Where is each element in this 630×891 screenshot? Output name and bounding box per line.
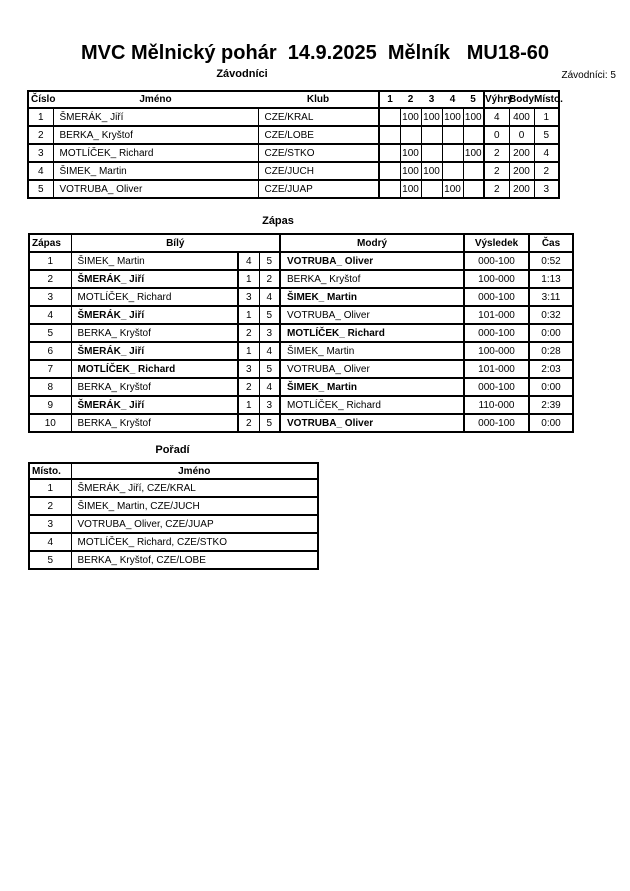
blue-name-cell: VOTRUBA_ Oliver [280,306,464,324]
blue-name-cell: ŠIMEK_ Martin [280,288,464,306]
blue-number-cell: 4 [259,378,280,396]
round-score-cell [379,144,400,162]
rank-name-cell: ŠMERÁK_ Jiří, CZE/KRAL [71,479,318,497]
ranking-table [28,462,319,570]
rank-name-cell: ŠIMEK_ Martin, CZE/JUCH [71,497,318,515]
round-score-cell: 100 [400,144,421,162]
ranking-row [29,533,318,551]
round-score-cell: 100 [463,108,484,126]
white-number-cell: 1 [238,396,259,414]
time-cell: 2:39 [529,396,573,414]
time-column-header: Čas [529,234,573,252]
competitors-heading: Závodníci [216,68,268,80]
rank-place-cell: 3 [29,515,71,533]
result-cell: 000-100 [464,378,529,396]
round-score-cell [421,126,442,144]
rank-place-cell: 4 [29,533,71,551]
competitor-club-cell: CZE/LOBE [258,126,379,144]
result-cell: 000-100 [464,288,529,306]
wins-cell: 2 [484,180,509,198]
match-number-cell: 6 [29,342,71,360]
competitor-number-cell: 5 [28,180,53,198]
ranking-header-row [29,463,318,479]
result-cell: 110-000 [464,396,529,414]
result-column-header: Výsledek [464,234,529,252]
points-cell: 400 [509,108,534,126]
blue-name-cell: VOTRUBA_ Oliver [280,252,464,270]
white-name-cell: MOTLÍČEK_ Richard [71,360,238,378]
match-row [29,324,573,342]
rank-name-cell: BERKA_ Kryštof, CZE/LOBE [71,551,318,569]
match-row [29,414,573,432]
competitor-name-cell: BERKA_ Kryštof [53,126,258,144]
time-cell: 0:28 [529,342,573,360]
competitor-name-cell: ŠIMEK_ Martin [53,162,258,180]
competitor-row [28,126,559,144]
match-row [29,342,573,360]
white-number-cell: 1 [238,270,259,288]
match-number-cell: 7 [29,360,71,378]
points-column-header: Body [509,91,534,108]
competitor-name-cell: VOTRUBA_ Oliver [53,180,258,198]
white-number-cell: 2 [238,414,259,432]
round-score-cell: 100 [400,108,421,126]
result-cell: 100-000 [464,342,529,360]
time-cell: 1:13 [529,270,573,288]
wins-cell: 2 [484,162,509,180]
blue-name-cell: VOTRUBA_ Oliver [280,414,464,432]
competitor-club-cell: CZE/JUCH [258,162,379,180]
white-number-cell: 3 [238,288,259,306]
competitor-row [28,162,559,180]
place-cell: 4 [534,144,559,162]
round-score-cell [421,180,442,198]
white-name-cell: ŠMERÁK_ Jiří [71,396,238,414]
blue-column-header: Modrý [280,234,464,252]
round-column-header: 4 [442,91,463,108]
rank-place-cell: 5 [29,551,71,569]
white-name-cell: BERKA_ Kryštof [71,378,238,396]
competitor-row [28,144,559,162]
blue-name-cell: VOTRUBA_ Oliver [280,360,464,378]
time-cell: 0:52 [529,252,573,270]
blue-number-cell: 4 [259,342,280,360]
white-name-cell: ŠMERÁK_ Jiří [71,306,238,324]
wins-column-header: Výhry [484,91,509,108]
match-number-cell: 10 [29,414,71,432]
matches-header-row [29,234,573,252]
competitor-club-cell: CZE/STKO [258,144,379,162]
round-column-header: 5 [463,91,484,108]
match-row [29,378,573,396]
ranking-heading: Pořadí [155,444,190,456]
blue-name-cell: MOTLÍČEK_ Richard [280,396,464,414]
competitors-header-row [28,91,559,108]
round-column-header: 2 [400,91,421,108]
round-column-header: 3 [421,91,442,108]
white-number-cell: 1 [238,306,259,324]
white-name-cell: BERKA_ Kryštof [71,324,238,342]
round-column-header: 1 [379,91,400,108]
white-number-cell: 1 [238,342,259,360]
match-row [29,288,573,306]
blue-name-cell: ŠIMEK_ Martin [280,378,464,396]
match-number-cell: 3 [29,288,71,306]
round-score-cell [463,126,484,144]
white-name-cell: ŠMERÁK_ Jiří [71,342,238,360]
result-cell: 100-000 [464,270,529,288]
match-number-cell: 9 [29,396,71,414]
match-row [29,306,573,324]
round-score-cell [442,126,463,144]
ranking-row [29,479,318,497]
round-score-cell [442,162,463,180]
round-score-cell [400,126,421,144]
result-cell: 000-100 [464,252,529,270]
points-cell: 200 [509,180,534,198]
place-cell: 2 [534,162,559,180]
ranking-row [29,515,318,533]
round-score-cell [379,180,400,198]
competitor-number-cell: 4 [28,162,53,180]
match-row [29,396,573,414]
white-name-cell: ŠIMEK_ Martin [71,252,238,270]
white-name-cell: BERKA_ Kryštof [71,414,238,432]
place-column-header: Místo. [534,91,559,108]
matches-table [28,233,574,433]
round-score-cell: 100 [400,162,421,180]
place-cell: 1 [534,108,559,126]
time-cell: 0:00 [529,324,573,342]
rank-name-cell: MOTLÍČEK_ Richard, CZE/STKO [71,533,318,551]
white-number-cell: 2 [238,324,259,342]
result-cell: 000-100 [464,324,529,342]
round-score-cell: 100 [442,108,463,126]
round-score-cell: 100 [400,180,421,198]
round-score-cell [463,180,484,198]
points-cell: 200 [509,144,534,162]
result-cell: 000-100 [464,414,529,432]
white-name-cell: ŠMERÁK_ Jiří [71,270,238,288]
blue-name-cell: BERKA_ Kryštof [280,270,464,288]
blue-number-cell: 3 [259,324,280,342]
round-score-cell [442,144,463,162]
competitor-name-cell: ŠMERÁK_ Jiří [53,108,258,126]
matches-heading: Zápas [262,215,294,227]
white-column-header: Bílý [71,234,280,252]
rank-name-cell: VOTRUBA_ Oliver, CZE/JUAP [71,515,318,533]
time-cell: 3:11 [529,288,573,306]
white-number-cell: 4 [238,252,259,270]
match-column-header: Zápas [29,234,71,252]
name-column-header: Jméno [53,91,258,108]
wins-cell: 2 [484,144,509,162]
name-column-header: Jméno [71,463,318,479]
round-score-cell [379,126,400,144]
round-score-cell: 100 [442,180,463,198]
blue-name-cell: MOTLÍČEK_ Richard [280,324,464,342]
points-cell: 200 [509,162,534,180]
match-number-cell: 4 [29,306,71,324]
rank-place-cell: 2 [29,497,71,515]
match-number-cell: 5 [29,324,71,342]
match-row [29,252,573,270]
match-number-cell: 8 [29,378,71,396]
competitor-row [28,108,559,126]
page-title: MVC Mělnický pohár 14.9.2025 Mělník MU18-60 [81,42,549,64]
result-cell: 101-000 [464,360,529,378]
ranking-row [29,497,318,515]
rank-place-cell: 1 [29,479,71,497]
round-score-cell: 100 [421,162,442,180]
place-column-header: Místo. [29,463,71,479]
blue-name-cell: ŠIMEK_ Martin [280,342,464,360]
time-cell: 0:32 [529,306,573,324]
competitor-row [28,180,559,198]
blue-number-cell: 3 [259,396,280,414]
match-row [29,270,573,288]
blue-number-cell: 5 [259,414,280,432]
competitor-number-cell: 3 [28,144,53,162]
wins-cell: 0 [484,126,509,144]
competitor-number-cell: 2 [28,126,53,144]
competitor-number-cell: 1 [28,108,53,126]
blue-number-cell: 2 [259,270,280,288]
round-score-cell [421,144,442,162]
time-cell: 0:00 [529,414,573,432]
place-cell: 5 [534,126,559,144]
round-score-cell: 100 [421,108,442,126]
wins-cell: 4 [484,108,509,126]
blue-number-cell: 5 [259,306,280,324]
match-number-cell: 1 [29,252,71,270]
competitor-name-cell: MOTLÍČEK_ Richard [53,144,258,162]
match-number-cell: 2 [29,270,71,288]
competitor-club-cell: CZE/KRAL [258,108,379,126]
blue-number-cell: 4 [259,288,280,306]
round-score-cell: 100 [463,144,484,162]
round-score-cell [463,162,484,180]
number-column-header: Číslo [28,91,53,108]
time-cell: 2:03 [529,360,573,378]
blue-number-cell: 5 [259,360,280,378]
place-cell: 3 [534,180,559,198]
round-score-cell [379,162,400,180]
round-score-cell [379,108,400,126]
white-number-cell: 3 [238,360,259,378]
club-column-header: Klub [258,91,379,108]
blue-number-cell: 5 [259,252,280,270]
competitor-club-cell: CZE/JUAP [258,180,379,198]
white-name-cell: MOTLÍČEK_ Richard [71,288,238,306]
competitors-count: Závodníci: 5 [561,70,616,81]
time-cell: 0:00 [529,378,573,396]
points-cell: 0 [509,126,534,144]
white-number-cell: 2 [238,378,259,396]
match-row [29,360,573,378]
ranking-row [29,551,318,569]
result-cell: 101-000 [464,306,529,324]
competitors-table [27,90,563,199]
